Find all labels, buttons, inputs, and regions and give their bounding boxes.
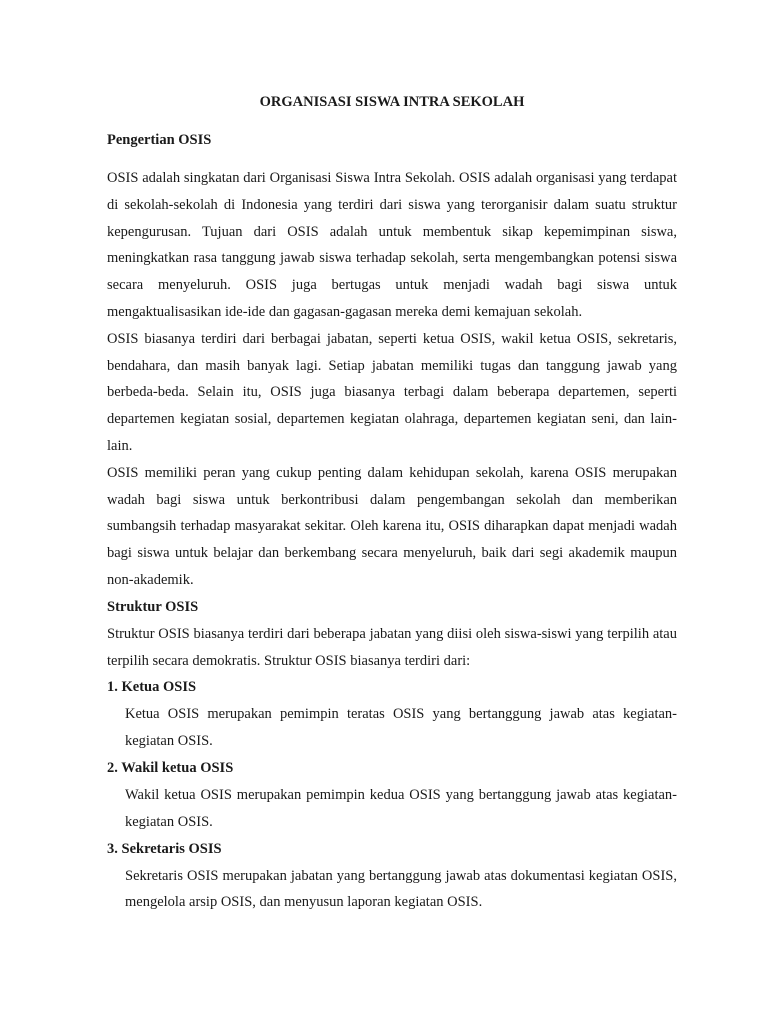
list-item-heading: 1. Ketua OSIS (107, 679, 197, 696)
paragraph: Struktur OSIS biasanya terdiri dari beberapa jabatan yang diisi oleh siswa-siswi yang terpilih atau terpilih secara demokratis. Struktur OSIS biasanya terdiri dari: (107, 625, 677, 669)
list-item-text: Wakil ketua OSIS merupakan pemimpin kedua OSIS yang bertanggung jawab atas kegiatan-kegiatan OSIS. (125, 786, 677, 830)
document-title: ORGANISASI SISWA INTRA SEKOLAH (259, 94, 525, 110)
paragraph: OSIS adalah singkatan dari Organisasi Siswa Intra Sekolah. OSIS adalah organisasi yang terdapat di sekolah-sekolah di Indonesia yang terdiri dari siswa yang terorganisir dalam suatu struktur kepengurusan. Tujuan dari OSIS adalah untuk membentuk sikap kepemimpinan siswa, meningkatkan rasa tanggung jawab siswa terhadap sekolah, serta mengembangkan potensi siswa secara menyeluruh. OSIS juga bertugas untuk menjadi wadah bagi siswa untuk mengaktualisasikan ide-ide dan gagasan-gagasan mereka demi kemajuan sekolah. (107, 170, 677, 320)
list-item-heading: 2. Wakil ketua OSIS (107, 759, 234, 776)
list-item-text: Sekretaris OSIS merupakan jabatan yang bertanggung jawab atas dokumentasi kegiatan OSIS, mengelola arsip OSIS, dan menyusun laporan kegiatan OSIS. (125, 867, 677, 911)
paragraph: OSIS biasanya terdiri dari berbagai jabatan, seperti ketua OSIS, wakil ketua OSIS, sekretaris, bendahara, dan masih banyak lagi. Setiap jabatan memiliki tugas dan tanggung jawab yang berbeda-beda. Selain itu, OSIS juga biasanya terbagi dalam beberapa departemen, seperti departemen kegiatan sosial, departemen kegiatan olahraga, departemen kegiatan seni, dan lain-lain. (107, 330, 677, 454)
section-heading-pengertian: Pengertian OSIS (107, 132, 212, 148)
list-item-text: Ketua OSIS merupakan pemimpin teratas OSIS yang bertanggung jawab atas kegiatan-kegiatan OSIS. (125, 706, 677, 750)
list-item-heading: 3. Sekretaris OSIS (107, 840, 222, 857)
paragraph: OSIS memiliki peran yang cukup penting dalam kehidupan sekolah, karena OSIS merupakan wadah bagi siswa untuk berkontribusi dalam pengembangan sekolah dan memberikan sumbangsih terhadap masyarakat sekitar. Oleh karena itu, OSIS diharapkan dapat menjadi wadah bagi siswa untuk belajar dan berkembang secara menyeluruh, baik dari segi akademik maupun non-akademik. (107, 464, 677, 588)
section-heading-struktur: Struktur OSIS (107, 598, 199, 615)
document-page (107, 92, 677, 916)
